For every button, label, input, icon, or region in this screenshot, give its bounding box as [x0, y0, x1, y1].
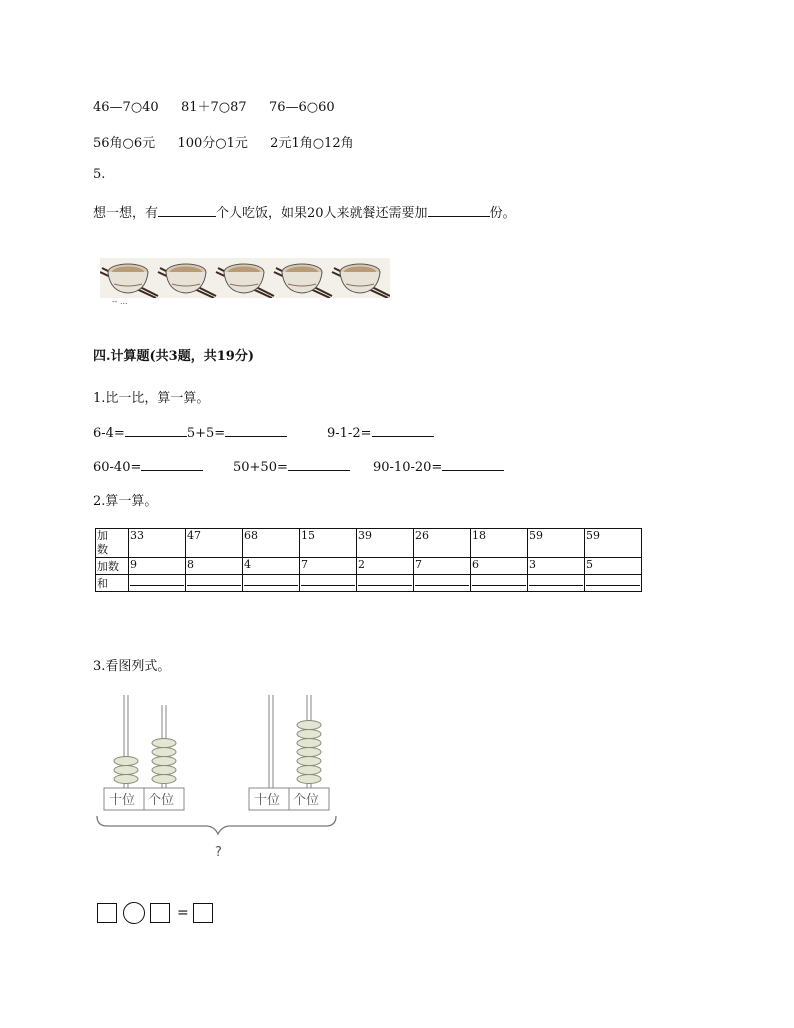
abacus-bead: [114, 766, 138, 775]
table-header-cell: 和: [96, 575, 129, 592]
abacus-diagram: [92, 690, 342, 860]
sum-answer-cell[interactable]: [243, 575, 300, 592]
answer-box[interactable]: [150, 903, 170, 923]
answer-box[interactable]: [97, 903, 117, 923]
sum-answer-cell[interactable]: [585, 575, 642, 592]
table-row: [96, 575, 642, 592]
sum-answer-cell[interactable]: [357, 575, 414, 592]
q5-text-part2: 个人吃饭，如果20人来就餐还需要加: [216, 206, 428, 221]
q2-title: 2.算一算。: [93, 494, 158, 509]
q5-number: 5.: [93, 167, 106, 182]
compare-item: 100分○1元: [177, 136, 248, 151]
answer-blank[interactable]: [442, 458, 504, 471]
equation: 6-4=: [93, 426, 125, 441]
abacus-bead: [152, 757, 176, 766]
abacus-bead: [297, 775, 321, 784]
compare-item: 81＋7○87: [180, 100, 247, 115]
abacus-bead: [152, 739, 176, 748]
q1-row-2-item3: [373, 458, 504, 475]
abacus-bead: [297, 748, 321, 757]
table-cell: 47: [186, 529, 243, 558]
question-mark: ?: [215, 845, 222, 860]
table-cell: 59: [585, 529, 642, 558]
compare-item: 2元1角○12角: [270, 136, 354, 151]
equals-sign: =: [177, 905, 189, 921]
table-header-cell: 加数: [96, 529, 129, 558]
abacus-left-tens-beads: [114, 757, 138, 784]
sum-answer-cell[interactable]: [129, 575, 186, 592]
compare-item: 56角○6元: [93, 136, 156, 151]
sum-answer-cell[interactable]: [528, 575, 585, 592]
abacus-bead: [297, 766, 321, 775]
answer-box[interactable]: [193, 903, 213, 923]
abacus-bead: [152, 748, 176, 757]
table-cell: 4: [243, 558, 300, 575]
q5-text-part3: 份。: [489, 206, 516, 221]
curly-brace: [97, 816, 336, 834]
answer-blank[interactable]: [288, 458, 350, 471]
table-cell: 39: [357, 529, 414, 558]
compare-line-2: [93, 132, 354, 151]
compare-item: 76—6○60: [268, 100, 335, 115]
addition-table: [95, 528, 642, 592]
table-cell: 5: [585, 558, 642, 575]
q1-title: 1.比一比，算一算。: [93, 391, 210, 406]
answer-blank[interactable]: [372, 424, 434, 437]
equation: 90-10-20=: [373, 460, 443, 475]
sum-answer-cell[interactable]: [300, 575, 357, 592]
sum-answer-cell[interactable]: [186, 575, 243, 592]
table-cell: 7: [414, 558, 471, 575]
answer-blank[interactable]: [225, 424, 287, 437]
equation: 9-1-2=: [327, 426, 372, 441]
q3-title: 3.看图列式。: [93, 659, 171, 674]
abacus-bead: [297, 757, 321, 766]
table-row: [96, 558, 642, 575]
table-cell: 3: [528, 558, 585, 575]
answer-blank[interactable]: [141, 458, 203, 471]
equation: 5+5=: [186, 426, 226, 441]
q5-image-caption: -- ...: [112, 297, 128, 306]
abacus-right-ones-beads: [297, 721, 321, 784]
answer-blank[interactable]: [125, 424, 187, 437]
table-cell: 2: [357, 558, 414, 575]
table-cell: 15: [300, 529, 357, 558]
abacus-bead: [114, 775, 138, 784]
abacus-bead: [152, 766, 176, 775]
q1-row-2-item2: [233, 458, 350, 475]
sum-answer-cell[interactable]: [471, 575, 528, 592]
table-cell: 8: [186, 558, 243, 575]
abacus-label-tens: 十位: [254, 793, 281, 808]
answer-blank[interactable]: [158, 204, 216, 217]
compare-line-1: [93, 96, 335, 115]
table-header-cell: 加数: [96, 558, 129, 575]
q1-row-1-item3: [327, 424, 434, 441]
table-cell: 68: [243, 529, 300, 558]
q1-row-2: [93, 458, 203, 475]
table-row: [96, 529, 642, 558]
table-cell: 9: [129, 558, 186, 575]
answer-blank[interactable]: [428, 204, 490, 217]
abacus-label-ones: 个位: [293, 793, 320, 808]
compare-item: 46—7○40: [93, 100, 159, 115]
table-cell: 18: [471, 529, 528, 558]
abacus-label-ones: 个位: [148, 793, 175, 808]
sum-answer-cell[interactable]: [414, 575, 471, 592]
equation: 60-40=: [93, 460, 142, 475]
table-cell: 6: [471, 558, 528, 575]
abacus-bead: [114, 757, 138, 766]
table-cell: 33: [129, 529, 186, 558]
abacus-bead: [152, 775, 176, 784]
q5-text: [93, 202, 516, 221]
bowls-with-chopsticks-image: [100, 258, 390, 298]
abacus-label-tens: 十位: [109, 793, 136, 808]
table-cell: 59: [528, 529, 585, 558]
section-title: 四.计算题(共3题，共19分): [93, 349, 254, 364]
abacus-left-ones-beads: [152, 739, 176, 784]
abacus-bead: [297, 721, 321, 730]
q5-text-part1: 想一想，有: [93, 206, 159, 221]
abacus-bead: [297, 730, 321, 739]
table-cell: 26: [414, 529, 471, 558]
q1-row-1: [93, 424, 287, 441]
operator-circle[interactable]: [123, 902, 145, 924]
abacus-bead: [297, 739, 321, 748]
equation: 50+50=: [233, 460, 288, 475]
table-cell: 7: [300, 558, 357, 575]
